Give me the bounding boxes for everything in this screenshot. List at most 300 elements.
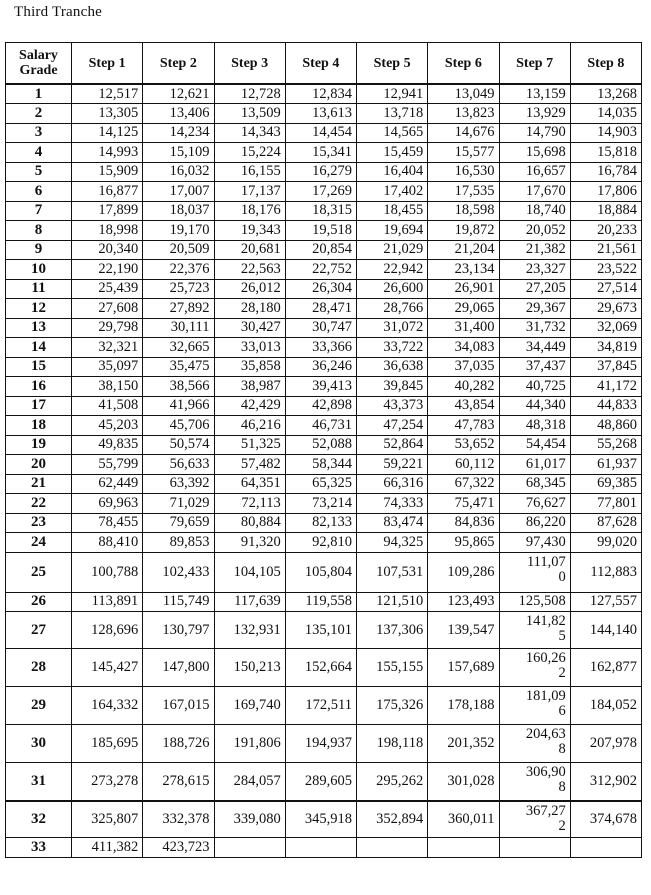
step-7-cell: 76,627 (499, 494, 570, 514)
step-8-cell (570, 838, 641, 858)
step-2-cell: 12,621 (143, 84, 214, 104)
step-4-cell: 46,731 (285, 416, 356, 436)
step-6-cell: 26,901 (428, 279, 499, 299)
step-6-cell: 301,028 (428, 763, 499, 801)
step-1-cell: 17,899 (72, 201, 143, 221)
step-6-cell: 60,112 (428, 455, 499, 475)
step-7-cell: 40,725 (499, 377, 570, 397)
step-8-cell: 17,806 (570, 182, 641, 202)
table-row (6, 338, 642, 358)
step-4-cell: 13,613 (285, 104, 356, 124)
table-row (6, 494, 642, 514)
step-1-cell: 14,993 (72, 143, 143, 163)
step-5-cell: 31,072 (357, 318, 428, 338)
step-1-cell: 325,807 (72, 801, 143, 838)
step-5-cell: 12,941 (357, 84, 428, 104)
step-1-cell: 13,305 (72, 104, 143, 124)
table-row (6, 240, 642, 260)
step-7-cell: 181,09 6 (499, 687, 570, 725)
step-8-cell: 18,884 (570, 201, 641, 221)
table-row (6, 801, 642, 838)
step-8-cell: 374,678 (570, 801, 641, 838)
table-row (6, 299, 642, 319)
step-7-cell: 68,345 (499, 474, 570, 494)
step-1-cell: 49,835 (72, 435, 143, 455)
table-body (6, 84, 642, 857)
table-row (6, 687, 642, 725)
step-4-cell: 65,325 (285, 474, 356, 494)
table-row (6, 435, 642, 455)
step-8-cell: 87,628 (570, 513, 641, 533)
step-6-cell: 201,352 (428, 725, 499, 763)
step-5-cell: 83,474 (357, 513, 428, 533)
step-4-cell: 18,315 (285, 201, 356, 221)
step-8-cell: 34,819 (570, 338, 641, 358)
header-step-7: Step 7 (499, 43, 570, 85)
header-step-3: Step 3 (214, 43, 285, 85)
step-4-cell: 20,854 (285, 240, 356, 260)
step-1-cell: 55,799 (72, 455, 143, 475)
step-6-cell: 29,065 (428, 299, 499, 319)
step-1-cell: 164,332 (72, 687, 143, 725)
step-7-cell: 37,437 (499, 357, 570, 377)
step-3-cell: 117,639 (214, 592, 285, 612)
step-4-cell: 119,558 (285, 592, 356, 612)
table-row (6, 357, 642, 377)
step-7-cell: 141,82 5 (499, 612, 570, 649)
salary-grade-cell: 10 (6, 260, 72, 280)
step-4-cell: 73,214 (285, 494, 356, 514)
salary-grade-cell: 8 (6, 221, 72, 241)
step-6-cell: 95,865 (428, 533, 499, 553)
step-6-cell: 360,011 (428, 801, 499, 838)
step-4-cell: 194,937 (285, 725, 356, 763)
step-2-cell: 79,659 (143, 513, 214, 533)
step-7-cell: 111,07 0 (499, 552, 570, 592)
table-row (6, 763, 642, 801)
step-6-cell: 47,783 (428, 416, 499, 436)
step-3-cell: 33,013 (214, 338, 285, 358)
step-5-cell: 59,221 (357, 455, 428, 475)
header-step-2: Step 2 (143, 43, 214, 85)
step-6-cell: 16,530 (428, 162, 499, 182)
salary-grade-cell: 12 (6, 299, 72, 319)
step-7-cell: 15,698 (499, 143, 570, 163)
step-5-cell: 16,404 (357, 162, 428, 182)
salary-grade-cell: 2 (6, 104, 72, 124)
step-8-cell: 99,020 (570, 533, 641, 553)
step-8-cell: 184,052 (570, 687, 641, 725)
step-5-cell: 18,455 (357, 201, 428, 221)
step-5-cell: 39,845 (357, 377, 428, 397)
step-3-cell: 14,343 (214, 123, 285, 143)
step-5-cell: 52,864 (357, 435, 428, 455)
step-8-cell: 112,883 (570, 552, 641, 592)
table-row (6, 725, 642, 763)
table-row (6, 396, 642, 416)
step-3-cell: 38,987 (214, 377, 285, 397)
step-5-cell: 33,722 (357, 338, 428, 358)
table-row (6, 592, 642, 612)
step-6-cell: 34,083 (428, 338, 499, 358)
step-6-cell: 14,676 (428, 123, 499, 143)
step-2-cell: 130,797 (143, 612, 214, 649)
step-7-cell: 20,052 (499, 221, 570, 241)
salary-table (5, 42, 642, 858)
step-2-cell: 30,111 (143, 318, 214, 338)
step-8-cell: 77,801 (570, 494, 641, 514)
step-8-cell: 207,978 (570, 725, 641, 763)
step-1-cell: 15,909 (72, 162, 143, 182)
salary-grade-cell: 15 (6, 357, 72, 377)
salary-grade-cell: 5 (6, 162, 72, 182)
step-8-cell: 20,233 (570, 221, 641, 241)
step-2-cell: 15,109 (143, 143, 214, 163)
step-2-cell: 147,800 (143, 649, 214, 687)
step-5-cell: 21,029 (357, 240, 428, 260)
step-7-cell: 34,449 (499, 338, 570, 358)
step-6-cell (428, 838, 499, 858)
step-1-cell: 100,788 (72, 552, 143, 592)
header-step-4: Step 4 (285, 43, 356, 85)
step-4-cell: 345,918 (285, 801, 356, 838)
step-7-cell: 44,340 (499, 396, 570, 416)
step-5-cell: 13,718 (357, 104, 428, 124)
step-2-cell: 278,615 (143, 763, 214, 801)
salary-grade-cell: 27 (6, 612, 72, 649)
step-2-cell: 27,892 (143, 299, 214, 319)
header-step-1: Step 1 (72, 43, 143, 85)
step-1-cell: 32,321 (72, 338, 143, 358)
step-6-cell: 13,823 (428, 104, 499, 124)
step-7-cell: 367,27 2 (499, 801, 570, 838)
step-1-cell: 27,608 (72, 299, 143, 319)
step-4-cell: 52,088 (285, 435, 356, 455)
step-7-cell: 27,205 (499, 279, 570, 299)
salary-grade-cell: 29 (6, 687, 72, 725)
step-5-cell: 175,326 (357, 687, 428, 725)
step-7-cell: 160,26 2 (499, 649, 570, 687)
step-5-cell: 43,373 (357, 396, 428, 416)
step-4-cell: 289,605 (285, 763, 356, 801)
step-3-cell: 57,482 (214, 455, 285, 475)
salary-grade-cell: 20 (6, 455, 72, 475)
step-6-cell: 21,204 (428, 240, 499, 260)
step-1-cell: 145,427 (72, 649, 143, 687)
salary-grade-cell: 3 (6, 123, 72, 143)
step-1-cell: 78,455 (72, 513, 143, 533)
step-4-cell: 33,366 (285, 338, 356, 358)
table-row (6, 612, 642, 649)
header-salary-grade (6, 43, 72, 85)
step-2-cell: 19,170 (143, 221, 214, 241)
salary-grade-cell: 6 (6, 182, 72, 202)
step-7-cell: 13,159 (499, 84, 570, 104)
step-6-cell: 157,689 (428, 649, 499, 687)
header-step-5: Step 5 (357, 43, 428, 85)
step-6-cell: 123,493 (428, 592, 499, 612)
step-2-cell: 16,032 (143, 162, 214, 182)
step-4-cell: 26,304 (285, 279, 356, 299)
step-8-cell: 16,784 (570, 162, 641, 182)
step-7-cell: 21,382 (499, 240, 570, 260)
step-3-cell: 17,137 (214, 182, 285, 202)
step-2-cell: 63,392 (143, 474, 214, 494)
step-1-cell: 16,877 (72, 182, 143, 202)
step-8-cell: 55,268 (570, 435, 641, 455)
table-row (6, 279, 642, 299)
step-6-cell: 178,188 (428, 687, 499, 725)
step-8-cell: 15,818 (570, 143, 641, 163)
step-4-cell: 82,133 (285, 513, 356, 533)
step-8-cell: 21,561 (570, 240, 641, 260)
header-row (6, 43, 642, 85)
step-2-cell: 115,749 (143, 592, 214, 612)
table-row (6, 221, 642, 241)
step-4-cell: 17,269 (285, 182, 356, 202)
step-6-cell: 15,577 (428, 143, 499, 163)
step-6-cell: 40,282 (428, 377, 499, 397)
step-8-cell: 48,860 (570, 416, 641, 436)
step-2-cell: 38,566 (143, 377, 214, 397)
step-2-cell: 423,723 (143, 838, 214, 858)
step-2-cell: 71,029 (143, 494, 214, 514)
step-3-cell: 339,080 (214, 801, 285, 838)
step-6-cell: 13,049 (428, 84, 499, 104)
step-6-cell: 75,471 (428, 494, 499, 514)
step-1-cell: 185,695 (72, 725, 143, 763)
step-5-cell: 22,942 (357, 260, 428, 280)
salary-grade-cell: 33 (6, 838, 72, 858)
step-4-cell: 19,518 (285, 221, 356, 241)
step-4-cell: 39,413 (285, 377, 356, 397)
step-2-cell: 41,966 (143, 396, 214, 416)
step-2-cell: 45,706 (143, 416, 214, 436)
step-7-cell: 54,454 (499, 435, 570, 455)
step-1-cell: 12,517 (72, 84, 143, 104)
step-3-cell: 191,806 (214, 725, 285, 763)
step-4-cell: 172,511 (285, 687, 356, 725)
step-7-cell: 204,63 8 (499, 725, 570, 763)
step-7-cell: 97,430 (499, 533, 570, 553)
step-7-cell: 48,318 (499, 416, 570, 436)
step-3-cell (214, 838, 285, 858)
salary-grade-cell: 21 (6, 474, 72, 494)
step-3-cell: 26,012 (214, 279, 285, 299)
step-7-cell: 16,657 (499, 162, 570, 182)
step-1-cell: 41,508 (72, 396, 143, 416)
step-5-cell: 155,155 (357, 649, 428, 687)
page-title: Third Tranche (14, 4, 103, 20)
step-1-cell: 411,382 (72, 838, 143, 858)
table-row (6, 143, 642, 163)
step-8-cell: 13,268 (570, 84, 641, 104)
step-2-cell: 167,015 (143, 687, 214, 725)
step-7-cell: 31,732 (499, 318, 570, 338)
step-1-cell: 14,125 (72, 123, 143, 143)
salary-grade-cell: 13 (6, 318, 72, 338)
step-8-cell: 29,673 (570, 299, 641, 319)
step-3-cell: 18,176 (214, 201, 285, 221)
step-8-cell: 14,903 (570, 123, 641, 143)
table-row (6, 416, 642, 436)
salary-grade-cell: 7 (6, 201, 72, 221)
step-1-cell: 38,150 (72, 377, 143, 397)
table-row (6, 649, 642, 687)
step-2-cell: 332,378 (143, 801, 214, 838)
step-3-cell: 104,105 (214, 552, 285, 592)
step-2-cell: 25,723 (143, 279, 214, 299)
step-1-cell: 25,439 (72, 279, 143, 299)
step-4-cell: 92,810 (285, 533, 356, 553)
step-5-cell: 47,254 (357, 416, 428, 436)
step-4-cell: 30,747 (285, 318, 356, 338)
step-4-cell: 22,752 (285, 260, 356, 280)
salary-grade-cell: 22 (6, 494, 72, 514)
step-6-cell: 17,535 (428, 182, 499, 202)
header-step-6: Step 6 (428, 43, 499, 85)
step-3-cell: 91,320 (214, 533, 285, 553)
step-3-cell: 22,563 (214, 260, 285, 280)
salary-grade-cell: 9 (6, 240, 72, 260)
step-5-cell: 94,325 (357, 533, 428, 553)
salary-grade-cell: 25 (6, 552, 72, 592)
step-6-cell: 53,652 (428, 435, 499, 455)
table-row (6, 838, 642, 858)
step-4-cell: 135,101 (285, 612, 356, 649)
step-4-cell: 15,341 (285, 143, 356, 163)
step-5-cell: 17,402 (357, 182, 428, 202)
step-4-cell: 42,898 (285, 396, 356, 416)
step-7-cell (499, 838, 570, 858)
step-5-cell: 28,766 (357, 299, 428, 319)
table-row (6, 377, 642, 397)
step-2-cell: 18,037 (143, 201, 214, 221)
step-7-cell: 61,017 (499, 455, 570, 475)
step-6-cell: 23,134 (428, 260, 499, 280)
step-4-cell: 12,834 (285, 84, 356, 104)
table-row (6, 201, 642, 221)
step-2-cell: 50,574 (143, 435, 214, 455)
step-5-cell: 295,262 (357, 763, 428, 801)
step-8-cell: 69,385 (570, 474, 641, 494)
step-6-cell: 31,400 (428, 318, 499, 338)
step-1-cell: 128,696 (72, 612, 143, 649)
step-3-cell: 28,180 (214, 299, 285, 319)
step-5-cell: 137,306 (357, 612, 428, 649)
step-8-cell: 312,902 (570, 763, 641, 801)
step-4-cell: 16,279 (285, 162, 356, 182)
step-6-cell: 19,872 (428, 221, 499, 241)
step-2-cell: 13,406 (143, 104, 214, 124)
step-3-cell: 46,216 (214, 416, 285, 436)
step-1-cell: 18,998 (72, 221, 143, 241)
step-4-cell: 36,246 (285, 357, 356, 377)
step-1-cell: 35,097 (72, 357, 143, 377)
step-3-cell: 16,155 (214, 162, 285, 182)
table-row (6, 162, 642, 182)
header-step-8: Step 8 (570, 43, 641, 85)
salary-grade-cell: 24 (6, 533, 72, 553)
step-2-cell: 20,509 (143, 240, 214, 260)
table-row (6, 104, 642, 124)
step-5-cell: 198,118 (357, 725, 428, 763)
step-1-cell: 29,798 (72, 318, 143, 338)
table-row (6, 123, 642, 143)
step-8-cell: 127,557 (570, 592, 641, 612)
step-6-cell: 84,836 (428, 513, 499, 533)
step-2-cell: 17,007 (143, 182, 214, 202)
step-3-cell: 150,213 (214, 649, 285, 687)
step-4-cell (285, 838, 356, 858)
salary-grade-cell: 16 (6, 377, 72, 397)
step-7-cell: 23,327 (499, 260, 570, 280)
step-3-cell: 13,509 (214, 104, 285, 124)
salary-grade-cell: 26 (6, 592, 72, 612)
salary-grade-cell: 23 (6, 513, 72, 533)
table-row (6, 260, 642, 280)
salary-grade-cell: 18 (6, 416, 72, 436)
step-8-cell: 37,845 (570, 357, 641, 377)
salary-grade-cell: 28 (6, 649, 72, 687)
step-3-cell: 30,427 (214, 318, 285, 338)
step-4-cell: 58,344 (285, 455, 356, 475)
step-3-cell: 35,858 (214, 357, 285, 377)
step-1-cell: 22,190 (72, 260, 143, 280)
step-1-cell: 20,340 (72, 240, 143, 260)
step-8-cell: 144,140 (570, 612, 641, 649)
step-4-cell: 14,454 (285, 123, 356, 143)
salary-grade-cell: 4 (6, 143, 72, 163)
step-2-cell: 32,665 (143, 338, 214, 358)
step-3-cell: 284,057 (214, 763, 285, 801)
step-8-cell: 61,937 (570, 455, 641, 475)
step-8-cell: 14,035 (570, 104, 641, 124)
table-row (6, 84, 642, 104)
step-2-cell: 89,853 (143, 533, 214, 553)
table-row (6, 182, 642, 202)
salary-grade-cell: 17 (6, 396, 72, 416)
step-5-cell: 15,459 (357, 143, 428, 163)
step-3-cell: 169,740 (214, 687, 285, 725)
step-6-cell: 37,035 (428, 357, 499, 377)
step-5-cell: 121,510 (357, 592, 428, 612)
step-1-cell: 113,891 (72, 592, 143, 612)
step-8-cell: 32,069 (570, 318, 641, 338)
step-3-cell: 20,681 (214, 240, 285, 260)
table-row (6, 318, 642, 338)
step-4-cell: 28,471 (285, 299, 356, 319)
step-7-cell: 18,740 (499, 201, 570, 221)
step-2-cell: 35,475 (143, 357, 214, 377)
step-3-cell: 42,429 (214, 396, 285, 416)
step-6-cell: 67,322 (428, 474, 499, 494)
step-1-cell: 273,278 (72, 763, 143, 801)
step-3-cell: 15,224 (214, 143, 285, 163)
salary-grade-cell: 1 (6, 84, 72, 104)
step-8-cell: 27,514 (570, 279, 641, 299)
salary-grade-cell: 14 (6, 338, 72, 358)
table-row (6, 474, 642, 494)
step-3-cell: 64,351 (214, 474, 285, 494)
step-8-cell: 44,833 (570, 396, 641, 416)
step-7-cell: 306,90 8 (499, 763, 570, 801)
step-7-cell: 17,670 (499, 182, 570, 202)
step-4-cell: 152,664 (285, 649, 356, 687)
step-7-cell: 13,929 (499, 104, 570, 124)
step-3-cell: 132,931 (214, 612, 285, 649)
step-3-cell: 12,728 (214, 84, 285, 104)
